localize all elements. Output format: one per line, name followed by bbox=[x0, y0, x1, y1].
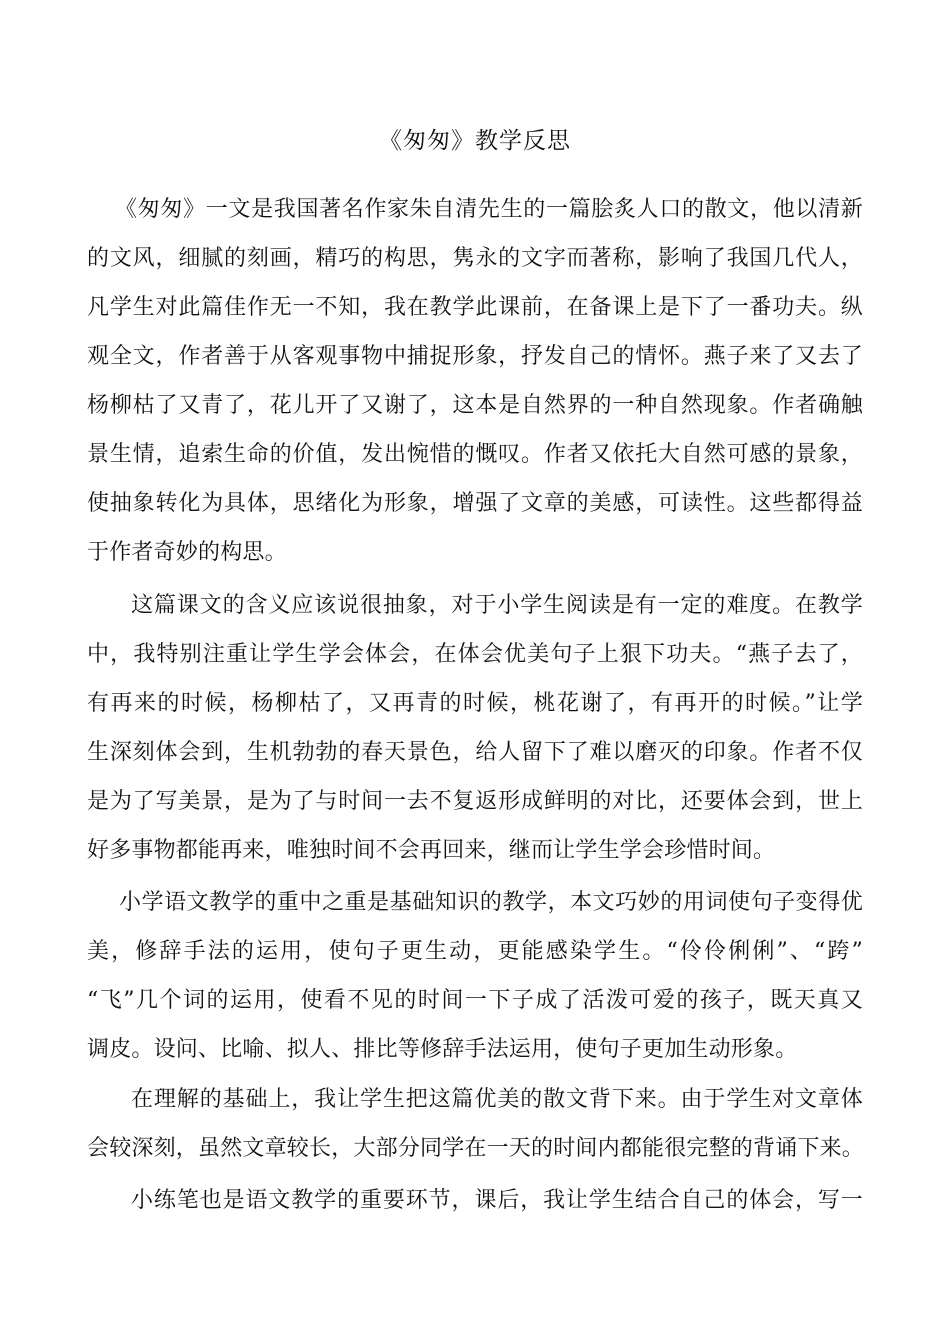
document-title: 《匆匆》教学反思 bbox=[379, 128, 571, 154]
text-line: 于作者奇妙的构思。 bbox=[87, 540, 287, 565]
paragraph-5 bbox=[87, 1176, 863, 1225]
text-line: 景生情，追索生命的价值，发出惋惜的慨叹。作者又依托大自然可感的景象， bbox=[87, 442, 863, 467]
text-line: 这篇课文的含义应该说很抽象，对于小学生阅读是有一定的难度。在教学 bbox=[131, 593, 863, 618]
text-line: 有再来的时候，杨柳枯了，又再青的时候，桃花谢了，有再开的时候。”让学 bbox=[87, 691, 863, 716]
text-line: 在理解的基础上，我让学生把这篇优美的散文背下来。由于学生对文章体 bbox=[131, 1087, 863, 1112]
text-line: 使抽象转化为具体，思绪化为形象，增强了文章的美感，可读性。这些都得益 bbox=[87, 491, 863, 516]
paragraph-1 bbox=[87, 185, 863, 577]
paragraph-4 bbox=[87, 1075, 863, 1173]
paragraph-3 bbox=[87, 878, 863, 1074]
text-line: 小学语文教学的重中之重是基础知识的教学，本文巧妙的用词使句子变得优 bbox=[119, 890, 863, 915]
text-line: 调皮。设问、比喻、拟人、排比等修辞手法运用，使句子更加生动形象。 bbox=[87, 1037, 798, 1062]
text-line: 小练笔也是语文教学的重要环节，课后，我让学生结合自己的体会，写一 bbox=[131, 1188, 863, 1213]
text-line: 生深刻体会到，生机勃勃的春天景色，给人留下了难以磨灭的印象。作者不仅 bbox=[87, 740, 863, 765]
text-line: 观全文，作者善于从客观事物中捕捉形象，抒发自己的情怀。燕子来了又去了 bbox=[87, 344, 863, 369]
text-line: 的文风，细腻的刻画，精巧的构思，隽永的文字而著称，影响了我国几代人， bbox=[87, 246, 863, 271]
text-line: 是为了写美景，是为了与时间一去不复返形成鲜明的对比，还要体会到，世上 bbox=[87, 789, 863, 814]
text-line: 好多事物都能再来，唯独时间不会再回来，继而让学生学会珍惜时间。 bbox=[87, 838, 776, 863]
text-line: 中，我特别注重让学生学会体会，在体会优美句子上狠下功夫。“燕子去了， bbox=[87, 642, 863, 667]
text-line: “飞”几个词的运用，使看不见的时间一下子成了活泼可爱的孩子，既天真又 bbox=[87, 988, 863, 1013]
text-line: 美，修辞手法的运用，使句子更生动，更能感染学生。“伶伶俐俐”、“跨” bbox=[87, 939, 863, 964]
paragraph-2 bbox=[87, 581, 863, 875]
text-line: 会较深刻，虽然文章较长，大部分同学在一天的时间内都能很完整的背诵下来。 bbox=[87, 1136, 865, 1161]
text-line: 凡学生对此篇佳作无一不知，我在教学此课前，在备课上是下了一番功夫。纵 bbox=[87, 295, 863, 320]
text-line: 杨柳枯了又青了，花儿开了又谢了，这本是自然界的一种自然现象。作者确触 bbox=[87, 393, 863, 418]
text-line: 《匆匆》一文是我国著名作家朱自清先生的一篇脍炙人口的散文，他以清新 bbox=[115, 197, 863, 222]
